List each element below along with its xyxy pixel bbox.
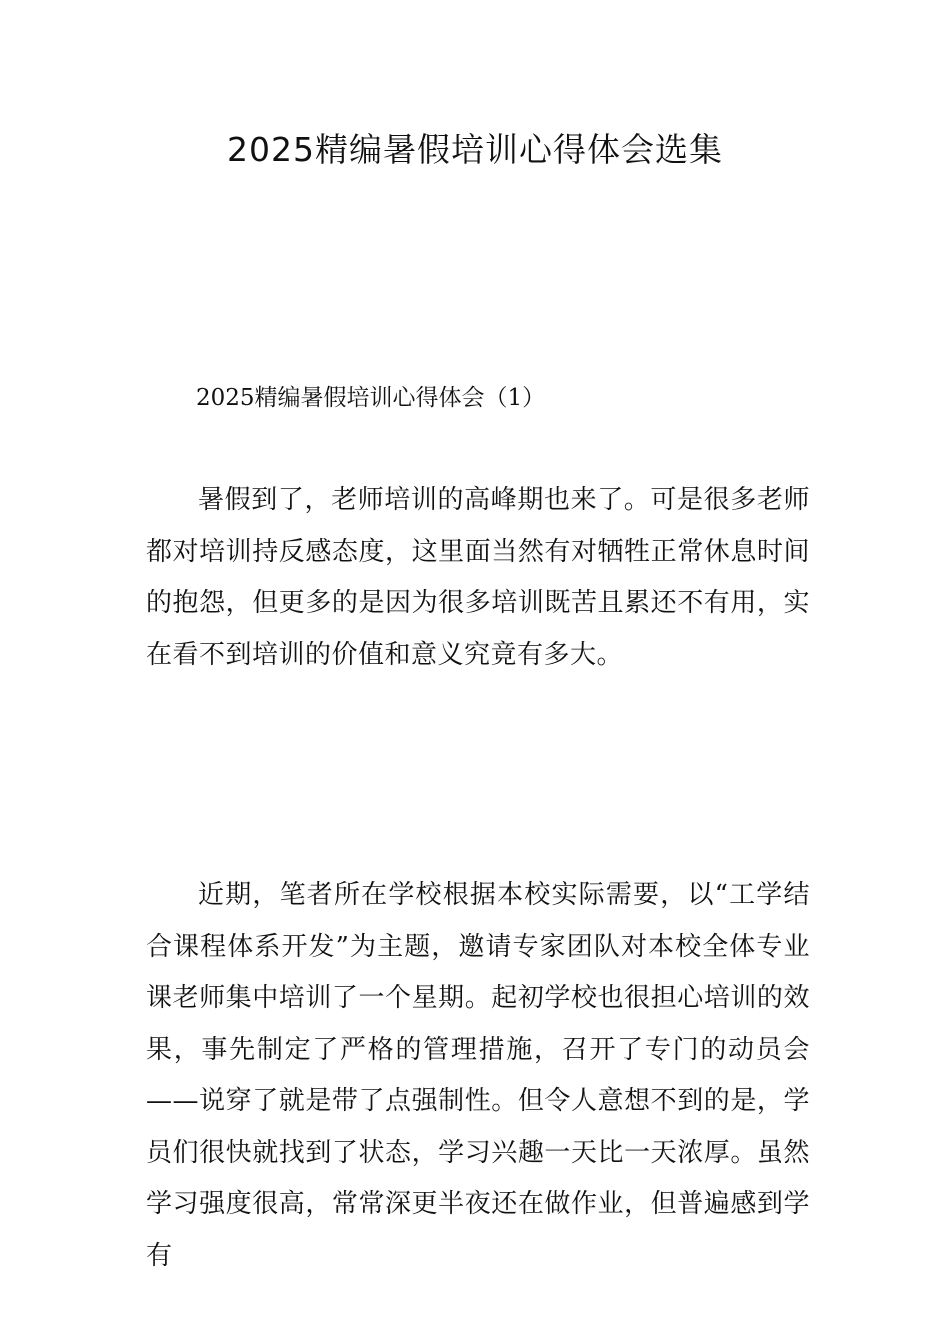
- section-heading: 2025精编暑假培训心得体会（1）: [196, 385, 546, 411]
- document-title: 2025精编暑假培训心得体会选集: [227, 130, 723, 169]
- body-paragraph-1: 暑假到了，老师培训的高峰期也来了。可是很多老师都对培训持反感态度，这里面当然有对牺牲正常休息时间的抱怨，但更多的是因为很多培训既苦且累还不有用，实在看不到培训的价值和意义究竟有多大。: [146, 485, 810, 670]
- body-paragraph-2: 近期，笔者所在学校根据本校实际需要，以“工学结合课程体系开发”为主题，邀请专家团队对本校全体专业课老师集中培训了一个星期。起初学校也很担心培训的效果，事先制定了严格的管理措施，召开了专门的动员会——说穿了就是带了点强制性。但令人意想不到的是，学员们很快就找到了状态，学习兴趣一天比一天浓厚。虽然学习强度很高，常常深更半夜还在做作业，但普遍感到学有: [146, 880, 810, 1271]
